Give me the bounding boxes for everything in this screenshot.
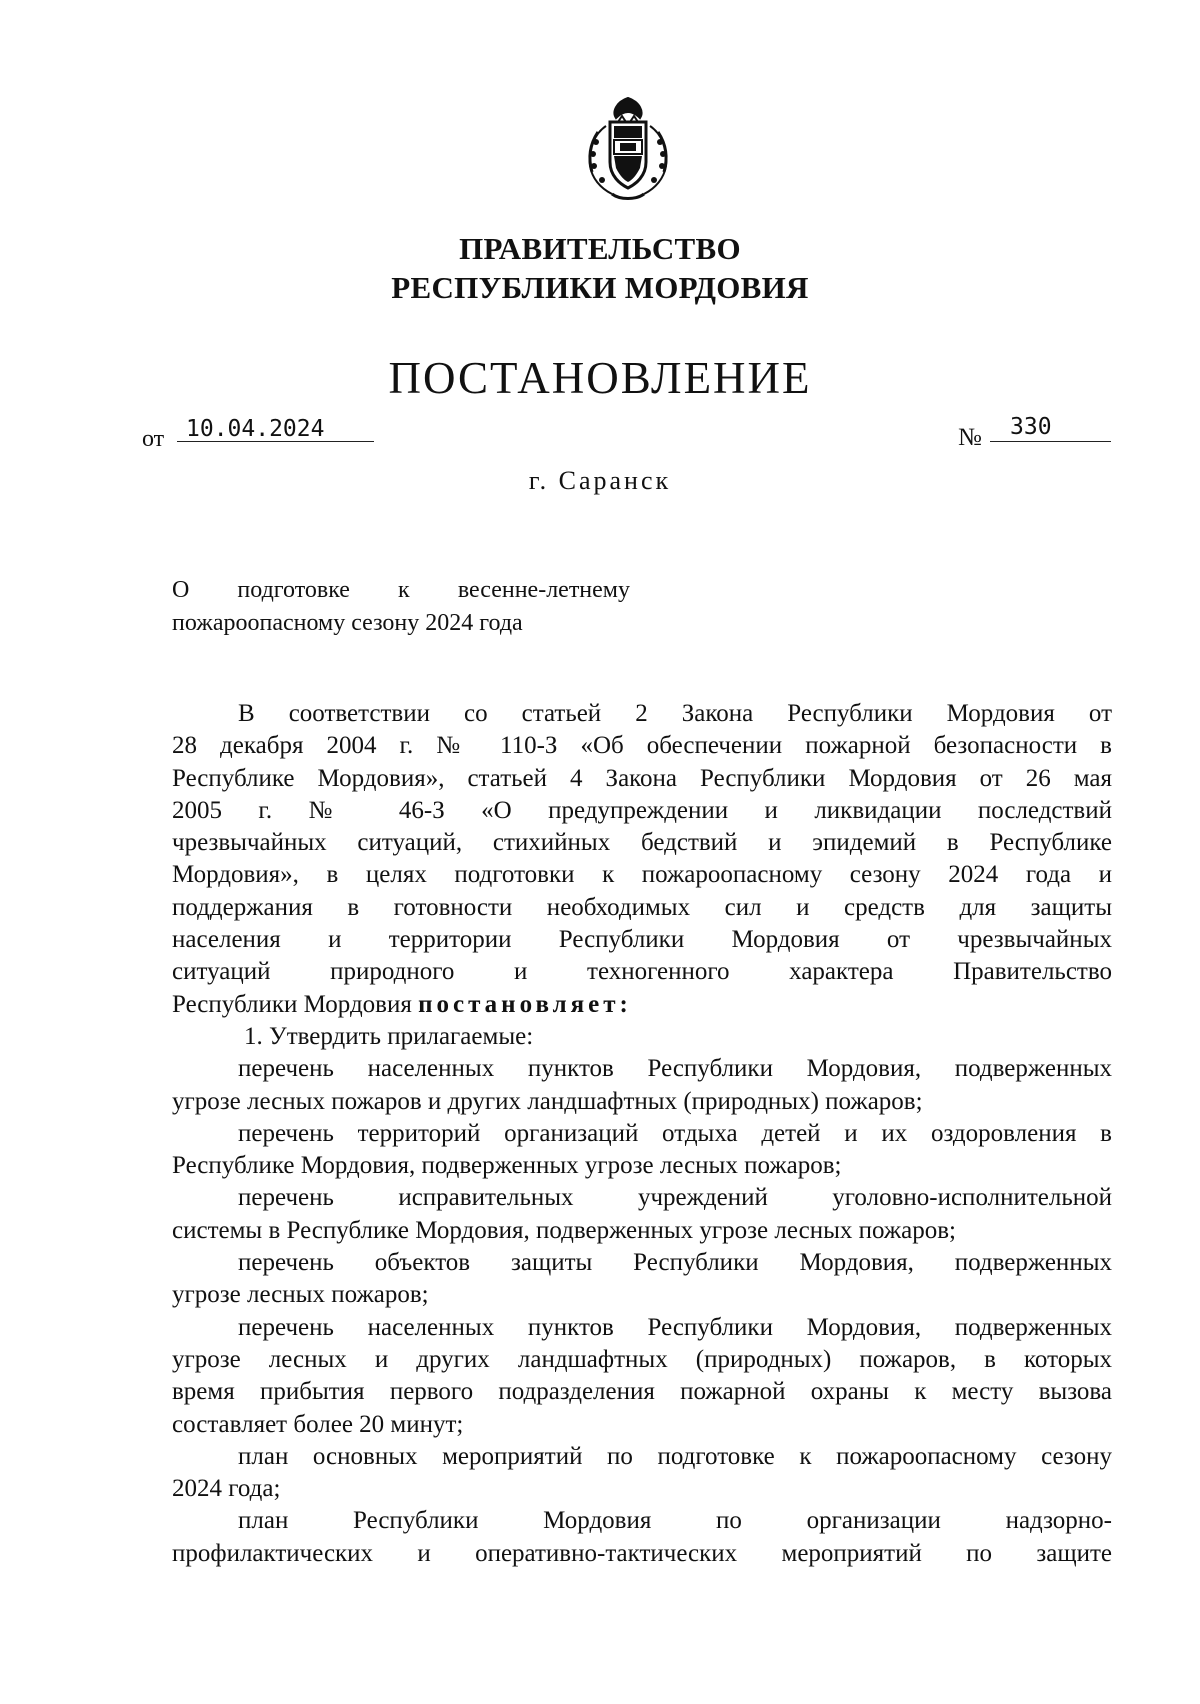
body-line — [172, 989, 1112, 1021]
list-line: план Республики Мордовия по организации надзорно- — [238, 1507, 1112, 1535]
list-line: угрозе лесных пожаров; — [172, 1281, 429, 1309]
number-value: 330 — [1010, 414, 1052, 440]
organization-name-line2: РЕСПУБЛИКИ МОРДОВИЯ — [391, 270, 809, 305]
document-body — [172, 698, 1112, 1570]
body-line: В соответствии со статьей 2 Закона Республики Мордовия от — [238, 700, 1112, 727]
list-line: перечень объектов защиты Республики Мордовия, подверженных — [238, 1249, 1112, 1277]
list-line: системы в Республике Мордовия, подверженных угрозе лесных пожаров; — [172, 1216, 956, 1244]
body-line-text: Республики Мордовия — [172, 990, 412, 1018]
coat-of-arms-icon — [576, 92, 680, 206]
list-line: время прибытия первого подразделения пожарной охраны к месту вызова — [172, 1378, 1112, 1406]
subject-line: пожароопасному сезону 2024 года — [172, 610, 523, 636]
body-line: ситуаций природного и техногенного характера Правительство — [172, 958, 1112, 986]
list-line: перечень исправительных учреждений уголовно-исполнительной — [238, 1184, 1112, 1212]
subject-line: О подготовке к весенне-летнему — [172, 577, 630, 603]
body-line: поддержания в готовности необходимых сил и средств для защиты — [172, 893, 1112, 921]
list-line: план основных мероприятий по подготовке к пожароопасному сезону — [238, 1442, 1112, 1470]
body-line: Республике Мордовия», статьей 4 Закона Республики Мордовия от 26 мая — [172, 764, 1112, 792]
list-line: перечень населенных пунктов Республики Мордовия, подверженных — [238, 1055, 1112, 1083]
body-line: чрезвычайных ситуаций, стихийных бедствий и эпидемий в Республике — [172, 829, 1112, 857]
document-type: ПОСТАНОВЛЕНИЕ — [388, 353, 812, 403]
number-label: № — [958, 424, 982, 451]
date-value: 10.04.2024 — [186, 416, 325, 442]
list-line: Республике Мордовия, подверженных угрозе лесных пожаров; — [172, 1152, 842, 1180]
city: г. Саранск — [528, 466, 672, 495]
list-line: перечень территорий организаций отдыха детей и их оздоровления в — [238, 1119, 1112, 1147]
body-line: населения и территории Республики Мордовия от чрезвычайных — [172, 926, 1112, 954]
decree-word: постановляет: — [418, 990, 632, 1018]
body-line: Мордовия», в целях подготовки к пожароопасному сезону 2024 года и — [172, 861, 1112, 889]
list-line: 2024 года; — [172, 1475, 281, 1503]
list-line: угрозе лесных и других ландшафтных (природных) пожаров, в которых — [172, 1345, 1112, 1373]
list-line: перечень населенных пунктов Республики Мордовия, подверженных — [238, 1313, 1112, 1341]
document-subject — [172, 574, 630, 640]
body-line: 2005 г. № 46-З «О предупреждении и ликвидации последствий — [172, 796, 1112, 824]
number-underline — [990, 441, 1111, 442]
list-line: составляет более 20 минут; — [172, 1410, 464, 1438]
organization-name-line1: ПРАВИТЕЛЬСТВО — [459, 231, 741, 266]
date-label: от — [142, 426, 165, 452]
body-line: 28 декабря 2004 г. № 110-З «Об обеспечении пожарной безопасности в — [172, 732, 1112, 760]
item-1: 1. Утвердить прилагаемые: — [244, 1022, 534, 1050]
list-line: угрозе лесных пожаров и других ландшафтных (природных) пожаров; — [172, 1087, 923, 1115]
list-line: профилактических и оперативно-тактических мероприятий по защите — [172, 1539, 1112, 1567]
